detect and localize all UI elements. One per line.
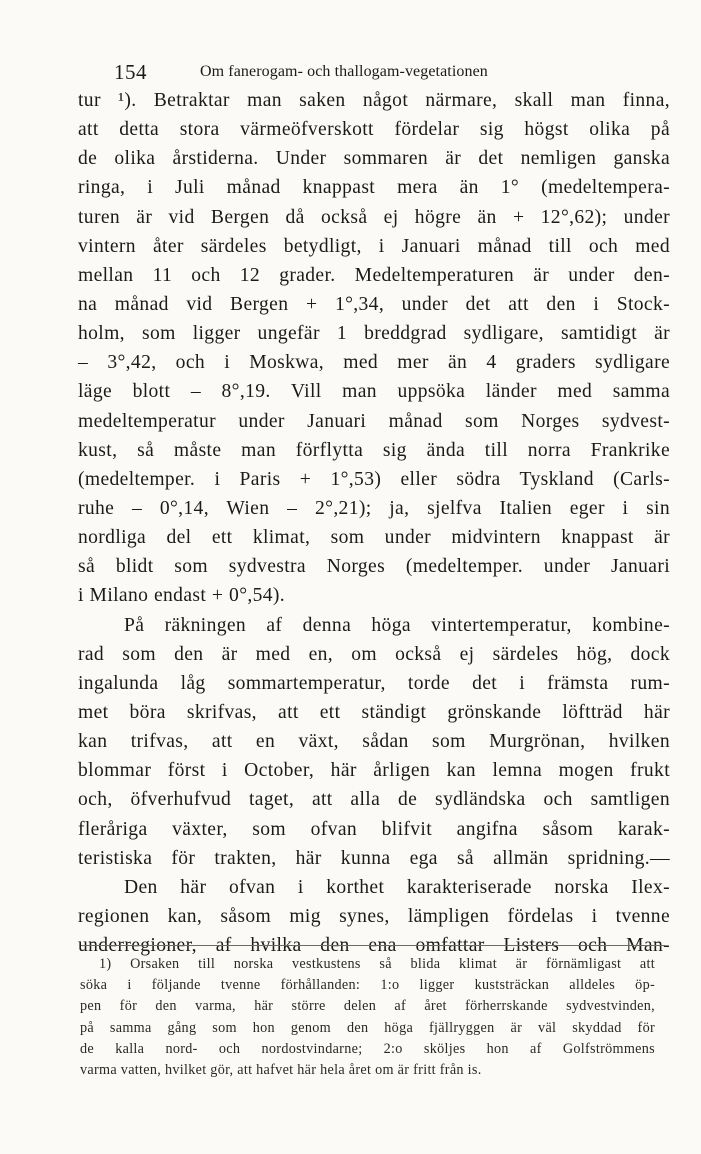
text-line: så blidt som sydvestra Norges (medeltemper. under Januari <box>78 556 670 578</box>
text-line: de olika årstiderna. Under sommaren är det nemligen ganska <box>78 148 670 170</box>
text-line: – 3°,42, och i Moskwa, med mer än 4 graders sydligare <box>78 352 670 374</box>
text-line: ruhe – 0°,14, Wien – 2°,21); ja, sjelfva Italien eger i sin <box>78 497 670 519</box>
text-line: vintern åter särdeles betydligt, i Januari månad till och med <box>78 235 670 257</box>
footnote-line: de kalla nord- och nordostvindarne; 2:o sköljes hon af Golfströmmens <box>80 1040 655 1057</box>
footnote-line: söka i följande tvenne förhållanden: 1:o ligger kuststräckan alldeles öp- <box>80 977 655 994</box>
footnote-line: 1) Orsaken till norska vestkustens så blida klimat är förnämligast att <box>99 956 655 972</box>
text-line: underregioner, af hvilka den ena omfattar Listers och Man- <box>78 935 670 957</box>
text-line: holm, som ligger ungefär 1 breddgrad sydligare, samtidigt är <box>78 323 670 345</box>
text-line: att detta stora värmeöfverskott fördelar sig högst olika på <box>78 119 670 141</box>
text-line: mellan 11 och 12 grader. Medeltemperaturen är under den- <box>78 264 670 286</box>
page-number: 154 <box>114 60 147 84</box>
text-line: läge blott – 8°,19. Vill man uppsöka länder med samma <box>78 381 670 403</box>
text-line: kan trifvas, att en växt, sådan som Murgrönan, hvilken <box>78 731 670 753</box>
footnote-line: varma vatten, hvilket gör, att hafvet här hela året om är fritt från is. <box>80 1061 482 1078</box>
text-line: teristiska för trakten, här kunna ega så allmän spridning.— <box>78 847 670 869</box>
text-line: nordliga del ett klimat, som under midvintern knappast är <box>78 527 670 549</box>
text-line: och, öfverhufvud taget, att alla de sydländska och samtligen <box>78 789 670 811</box>
text-line: rad som den är med en, om också ej särdeles hög, dock <box>78 643 670 665</box>
text-line: medeltemperatur under Januari månad som Norges sydvest- <box>78 410 670 432</box>
text-line: regionen kan, såsom mig synes, lämpligen fördelas i tvenne <box>78 905 670 927</box>
footnote <box>80 954 655 1081</box>
text-line: fleråriga växter, som ofvan blifvit angifna såsom karak- <box>78 818 670 840</box>
text-line: ingalunda låg sommartemperatur, torde det i främsta rum- <box>78 672 670 694</box>
body-text <box>78 86 670 960</box>
footnote-line: på samma gång som hon genom den höga fjällryggen är väl skyddad för <box>80 1019 655 1036</box>
text-line: tur ¹). Betraktar man saken något närmare, skall man finna, <box>78 90 670 111</box>
running-head: Om fanerogam- och thallogam-vegetationen <box>200 63 488 80</box>
text-line: ringa, i Juli månad knappast mera än 1° (medeltempera- <box>78 177 670 199</box>
footnote-rule <box>81 945 665 946</box>
text-line: na månad vid Bergen + 1°,34, under det att den i Stock- <box>78 293 670 315</box>
text-line: (medeltemper. i Paris + 1°,53) eller södra Tyskland (Carls- <box>78 468 670 490</box>
text-line: På räkningen af denna höga vintertemperatur, kombine- <box>124 614 670 636</box>
text-line: i Milano endast + 0°,54). <box>78 585 286 607</box>
text-line: turen är vid Bergen då också ej högre än + 12°,62); under <box>78 206 670 228</box>
text-line: kust, så måste man förflytta sig ända till norra Frankrike <box>78 439 670 461</box>
text-line: blommar först i October, här årligen kan lemna mogen frukt <box>78 760 670 782</box>
text-line: Den här ofvan i korthet karakteriserade norska Ilex- <box>124 876 670 898</box>
page-header <box>80 58 640 88</box>
text-line: met böra skrifvas, att ett ständigt grönskande löftträd här <box>78 701 670 723</box>
footnote-line: pen för den varma, här större delen af året förherrskande sydvestvinden, <box>80 998 655 1015</box>
